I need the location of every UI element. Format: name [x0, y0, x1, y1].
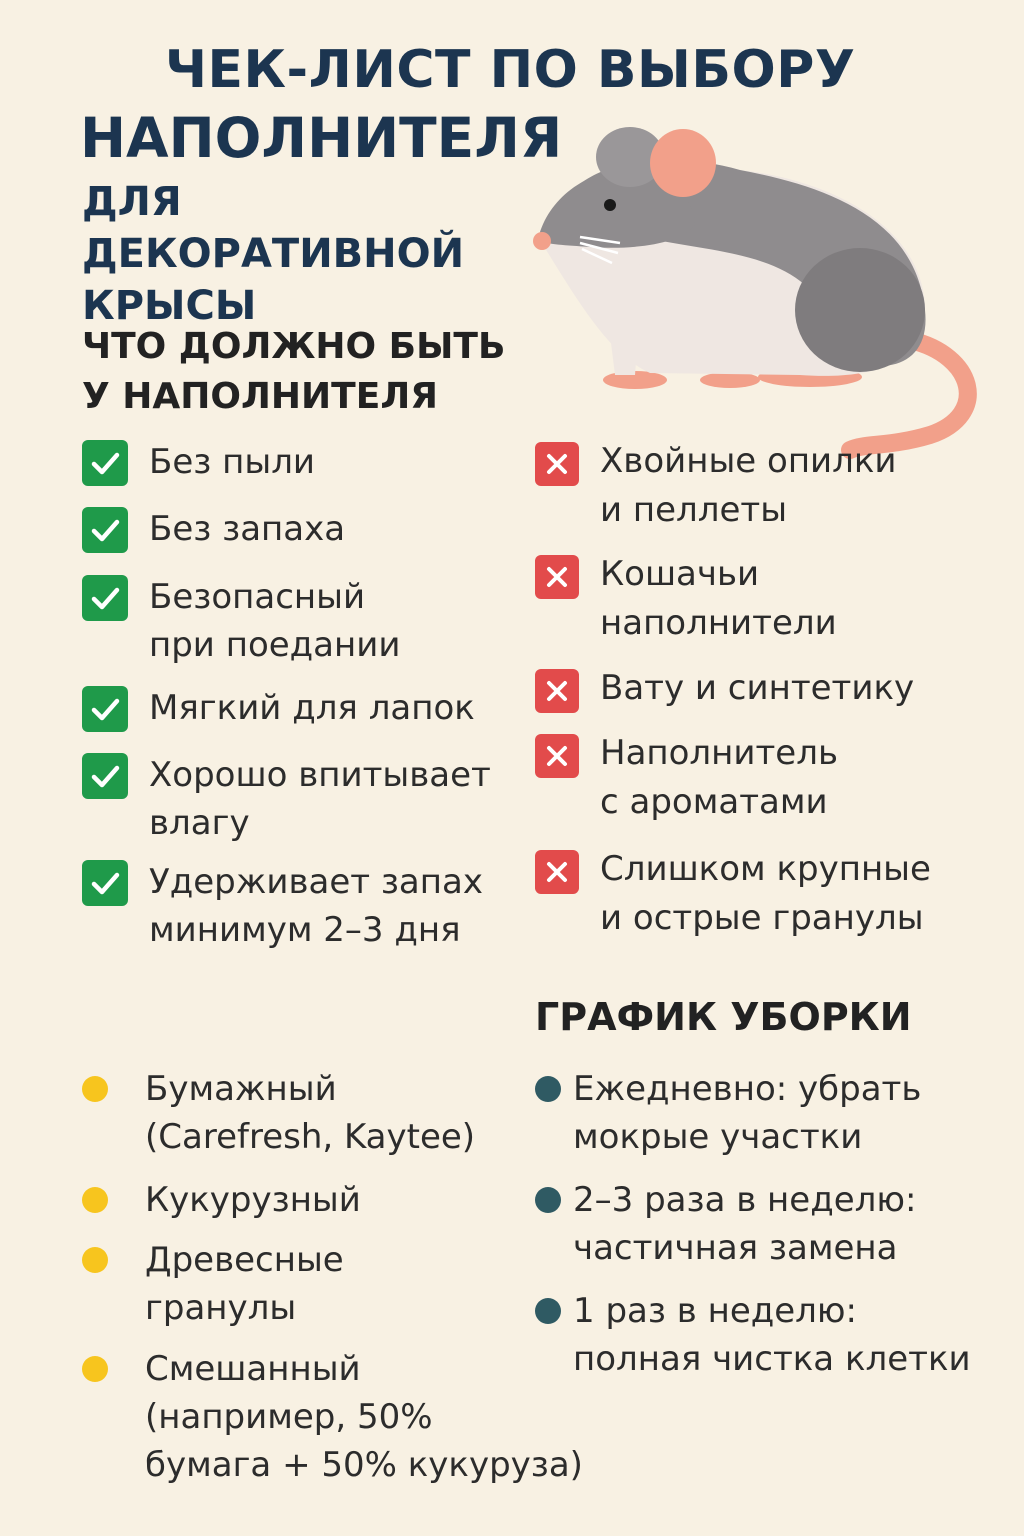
schedule-line: 2–3 раза в неделю: — [573, 1180, 917, 1220]
yellow-dot-icon — [82, 1356, 108, 1382]
good-item-label-2: при поедании — [149, 625, 401, 665]
bad-item-label-2: наполнители — [600, 603, 837, 643]
schedule-line: 1 раз в неделю: — [573, 1291, 857, 1331]
cross-icon — [535, 669, 579, 713]
good-section-title: ЧТО ДОЛЖНО БЫТЬ У НАПОЛНИТЕЛЯ — [82, 326, 506, 417]
schedule-title: ГРАФИК УБОРКИ — [535, 995, 912, 1039]
schedule-line: Ежедневно: убрать — [573, 1069, 922, 1109]
slate-dot-icon — [535, 1076, 561, 1102]
cross-icon — [535, 555, 579, 599]
cross-icon — [535, 442, 579, 486]
bad-item-label-2: с ароматами — [600, 782, 828, 822]
good-item-label-2: влагу — [149, 803, 250, 843]
page-title-line1: ЧЕК-ЛИСТ ПО ВЫБОРУ — [165, 40, 856, 100]
bad-item-label: Вату и синтетику — [600, 668, 915, 708]
bad-item-label-2: и острые гранулы — [600, 898, 924, 938]
checkmark-icon — [82, 575, 128, 621]
checkmark-icon — [82, 440, 128, 486]
cross-icon — [535, 850, 579, 894]
good-item-label: Без пыли — [149, 442, 316, 482]
good-item-label: Безопасный — [149, 577, 366, 617]
slate-dot-icon — [535, 1298, 561, 1324]
slate-dot-icon — [535, 1187, 561, 1213]
cross-icon — [535, 734, 579, 778]
bad-item-label-2: и пеллеты — [600, 490, 788, 530]
type-line: (например, 50% — [145, 1397, 433, 1437]
good-item-label: Хорошо впитывает — [149, 755, 491, 795]
schedule-line: мокрые участки — [573, 1117, 863, 1157]
yellow-dot-icon — [82, 1187, 108, 1213]
good-item-label: Мягкий для лапок — [149, 688, 475, 728]
type-line: (Carefresh, Kaytee) — [145, 1117, 476, 1157]
bad-item-label: Кошачьи — [600, 554, 760, 594]
type-line: бумага + 50% кукуруза) — [145, 1445, 583, 1485]
type-line: Древесные — [145, 1240, 344, 1280]
type-line: Кукурузный — [145, 1180, 361, 1220]
good-item-label: Удерживает запах — [149, 862, 483, 902]
good-item-label: Без запаха — [149, 509, 346, 549]
type-line: гранулы — [145, 1288, 297, 1328]
checkmark-icon — [82, 507, 128, 553]
bad-item-label: Наполнитель — [600, 733, 838, 773]
yellow-dot-icon — [82, 1076, 108, 1102]
page-subtitle: ДЛЯ ДЕКОРАТИВНОЙ КРЫСЫ — [82, 179, 465, 329]
type-line: Смешанный — [145, 1349, 361, 1389]
bad-item-label: Слишком крупные — [600, 849, 931, 889]
checkmark-icon — [82, 753, 128, 799]
rat-illustration — [520, 125, 990, 465]
schedule-line: частичная замена — [573, 1228, 898, 1268]
checkmark-icon — [82, 860, 128, 906]
schedule-line: полная чистка клетки — [573, 1339, 971, 1379]
checkmark-icon — [82, 686, 128, 732]
page-title-line2: НАПОЛНИТЕЛЯ — [80, 106, 563, 170]
yellow-dot-icon — [82, 1247, 108, 1273]
bad-item-label: Хвойные опилки — [600, 441, 897, 481]
type-line: Бумажный — [145, 1069, 337, 1109]
good-item-label-2: минимум 2–3 дня — [149, 910, 461, 950]
